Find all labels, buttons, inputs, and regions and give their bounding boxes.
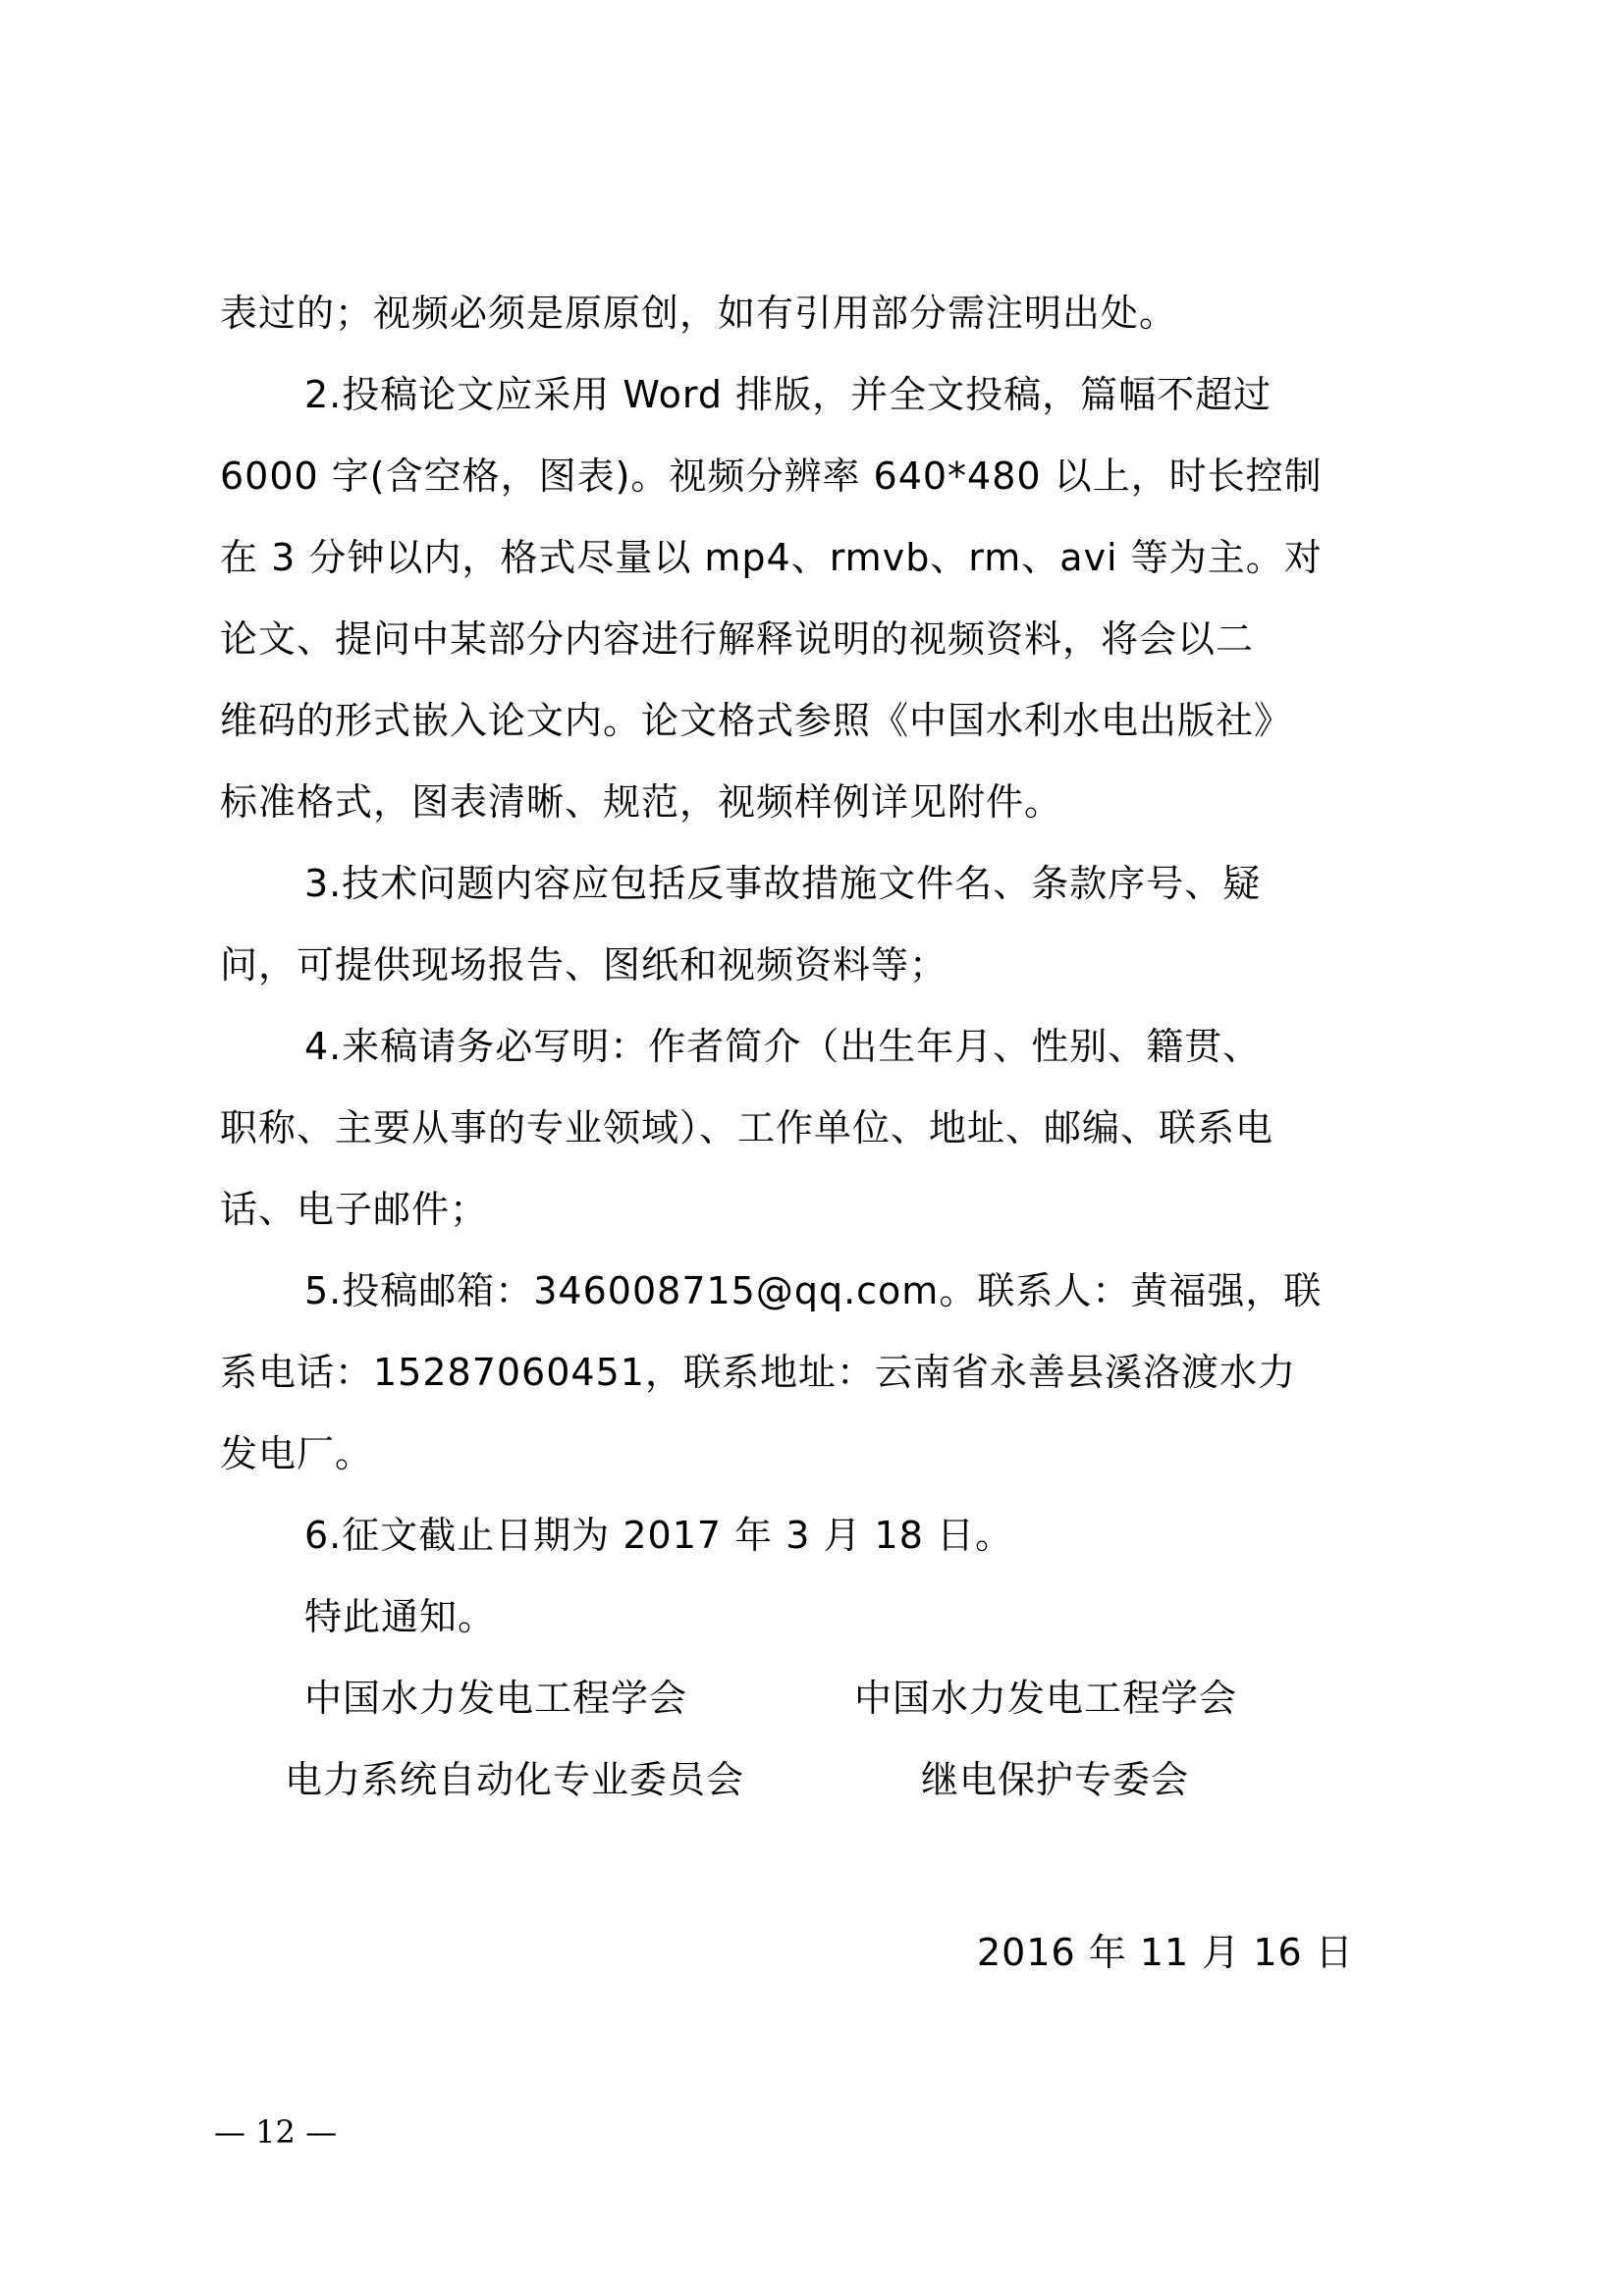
paragraph-line: 2.投稿论文应采用 Word 排版，并全文投稿，篇幅不超过	[304, 373, 1272, 416]
paragraph-line: 职称、主要从事的专业领域）、工作单位、地址、邮编、联系电	[220, 1106, 1274, 1149]
paragraph-line: 标准格式，图表清晰、规范，视频样例详见附件。	[220, 780, 1063, 824]
signature-org-left-line1: 中国水力发电工程学会	[304, 1677, 688, 1720]
paragraph-line: 6000 字(含空格，图表)。视频分辨率 640*480 以上，时长控制	[220, 454, 1323, 498]
paragraph-line: 系电话：15287060451，联系地址：云南省永善县溪洛渡水力	[220, 1351, 1296, 1394]
signature-org-left-line2: 电力系统自动化专业委员会	[285, 1758, 745, 1801]
closing-line: 特此通知。	[304, 1595, 497, 1638]
paragraph-line: 表过的；视频必须是原原创，如有引用部分需注明出处。	[220, 292, 1178, 335]
paragraph-line: 维码的形式嵌入论文内。论文格式参照《中国水利水电出版社》	[220, 699, 1293, 742]
paragraph-line: 问，可提供现场报告、图纸和视频资料等；	[220, 943, 948, 987]
signature-org-right-line1: 中国水力发电工程学会	[854, 1677, 1238, 1720]
page-number: — 12 —	[214, 2113, 338, 2151]
paragraph-line: 4.来稿请务必写明：作者简介（出生年月、性别、籍贯、	[304, 1025, 1262, 1068]
paragraph-line: 在 3 分钟以内，格式尽量以 mp4、rmvb、rm、avi 等为主。对	[220, 536, 1323, 579]
document-date: 2016 年 11 月 16 日	[977, 1931, 1354, 1974]
signature-org-right-line2: 继电保护专委会	[921, 1758, 1190, 1801]
paragraph-line: 6.征文截止日期为 2017 年 3 月 18 日。	[304, 1514, 1013, 1557]
paragraph-line: 5.投稿邮箱：346008715@qq.com。联系人：黄福强，联	[304, 1269, 1323, 1312]
paragraph-line: 论文、提问中某部分内容进行解释说明的视频资料，将会以二	[220, 617, 1255, 661]
paragraph-line: 3.技术问题内容应包括反事故措施文件名、条款序号、疑	[304, 862, 1262, 905]
paragraph-line: 话、电子邮件；	[220, 1188, 489, 1231]
paragraph-line: 发电厂。	[220, 1432, 374, 1475]
